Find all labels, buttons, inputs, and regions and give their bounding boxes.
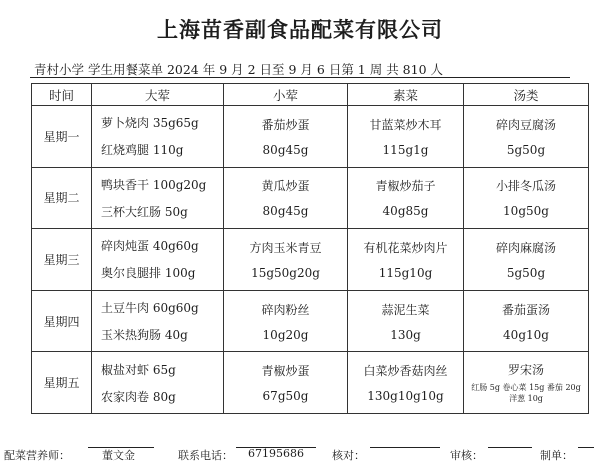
nutritionist-underline [88,447,154,448]
dish-name: 碎肉粉丝 [261,302,310,317]
big-meat-cell [92,106,224,168]
header-row [32,84,589,106]
dish-name: 番茄蛋汤 [501,302,550,317]
dish-name: 碎肉麻腐汤 [495,240,556,255]
small-meat-cell [224,352,348,414]
small-meat-cell [224,290,348,352]
dish-weight: 130g [390,327,421,342]
dish-weight: 40g10g [503,327,549,342]
dish-weight: 5g50g [506,265,546,280]
dish-name: 青椒炒蛋 [261,364,310,379]
soup-cell [464,106,589,168]
table-row-tuesday [32,167,589,229]
small-meat-cell [224,229,348,291]
dish-line: 萝卜烧肉 35g65g [101,116,199,131]
footer-signature-line [4,447,596,463]
big-meat-cell [92,229,224,291]
menu-table [31,83,589,414]
company-title: 上海苗香副食品配菜有限公司 [157,18,443,42]
phone-number: 67195686 [248,447,304,460]
header-big-meat: 大荤 [92,84,224,106]
dish-line: 碎肉炖蛋 40g60g [101,239,199,254]
dish-name: 番茄炒蛋 [261,117,310,132]
day-cell: 星期二 [32,167,92,229]
soup-ingredients-note: 红肠 5g 卷心菜 15g 番茄 20g 洋葱 10g [471,383,581,404]
day-cell: 星期一 [32,106,92,168]
phone-underline [236,447,316,448]
dish-name: 黄瓜炒蛋 [261,179,310,194]
nutritionist-name: 董文金 [102,449,135,462]
table-row-wednesday [32,229,589,291]
header-small-meat: 小荤 [224,84,348,106]
header-soup: 汤类 [464,84,589,106]
big-meat-cell [92,167,224,229]
review-signature-blank [488,447,532,448]
dish-weight: 115g10g [378,265,433,280]
maker-signature-blank [578,447,594,448]
big-meat-cell [92,290,224,352]
small-meat-cell [224,167,348,229]
day-cell: 星期四 [32,290,92,352]
dish-name: 罗宋汤 [507,363,544,378]
header-time: 时间 [32,84,92,106]
day-cell: 星期五 [32,352,92,414]
vegetable-cell [348,352,464,414]
soup-cell [464,167,589,229]
soup-cell [464,229,589,291]
dish-weight: 40g85g [382,204,429,219]
dish-line: 三杯大红肠 50g [101,204,188,219]
dish-name: 碎肉豆腐汤 [495,117,556,132]
maker-label: 制单： [540,449,573,462]
dish-name: 有机花菜炒肉片 [363,240,448,255]
dish-weight: 115g1g [382,142,429,157]
dish-line: 奥尔良腿排 100g [101,266,196,281]
menu-subtitle: 青村小学 学生用餐菜单 2024 年 9 月 2 日至 9 月 6 日第 1 周 共 810 人 [34,62,444,77]
dish-name: 白菜炒香菇肉丝 [363,364,448,379]
dish-weight: 10g20g [262,327,309,342]
dish-weight: 80g45g [262,142,309,157]
review-label: 审核： [450,449,483,462]
vegetable-cell [348,106,464,168]
day-cell: 星期三 [32,229,92,291]
dish-weight: 10g50g [503,204,549,219]
check-label: 核对： [332,449,365,462]
table-row-friday [32,352,589,414]
phone-label: 联系电话： [178,449,233,462]
dish-weight: 5g50g [506,142,546,157]
dish-line: 椒盐对虾 65g [101,362,176,377]
dish-weight: 130g10g10g [367,389,444,404]
dish-name: 甘蓝菜炒木耳 [369,117,442,132]
dish-name: 蒜泥生菜 [381,302,430,317]
big-meat-cell [92,352,224,414]
header-vegetable: 素菜 [348,84,464,106]
table-row-thursday [32,290,589,352]
vegetable-cell [348,229,464,291]
dish-line: 农家肉卷 80g [101,389,176,404]
soup-cell [464,290,589,352]
dish-line: 土豆牛肉 60g60g [101,301,199,316]
subtitle-underline [30,77,570,78]
dish-name: 青椒炒茄子 [375,179,436,194]
vegetable-cell [348,290,464,352]
dish-line: 鸭块香干 100g20g [101,177,207,192]
small-meat-cell [224,106,348,168]
table-row-monday [32,106,589,168]
dish-weight: 67g50g [262,389,309,404]
dish-name: 小排冬瓜汤 [495,179,556,194]
dish-name: 方肉玉米青豆 [249,240,322,255]
soup-cell [464,352,589,414]
check-signature-blank [370,447,440,448]
dish-line: 玉米热狗肠 40g [101,328,188,343]
dish-weight: 15g50g20g [251,265,320,280]
nutritionist-label: 配菜营养师： [4,449,70,462]
dish-weight: 80g45g [262,204,309,219]
vegetable-cell [348,167,464,229]
dish-line: 红烧鸡腿 110g [101,143,184,158]
